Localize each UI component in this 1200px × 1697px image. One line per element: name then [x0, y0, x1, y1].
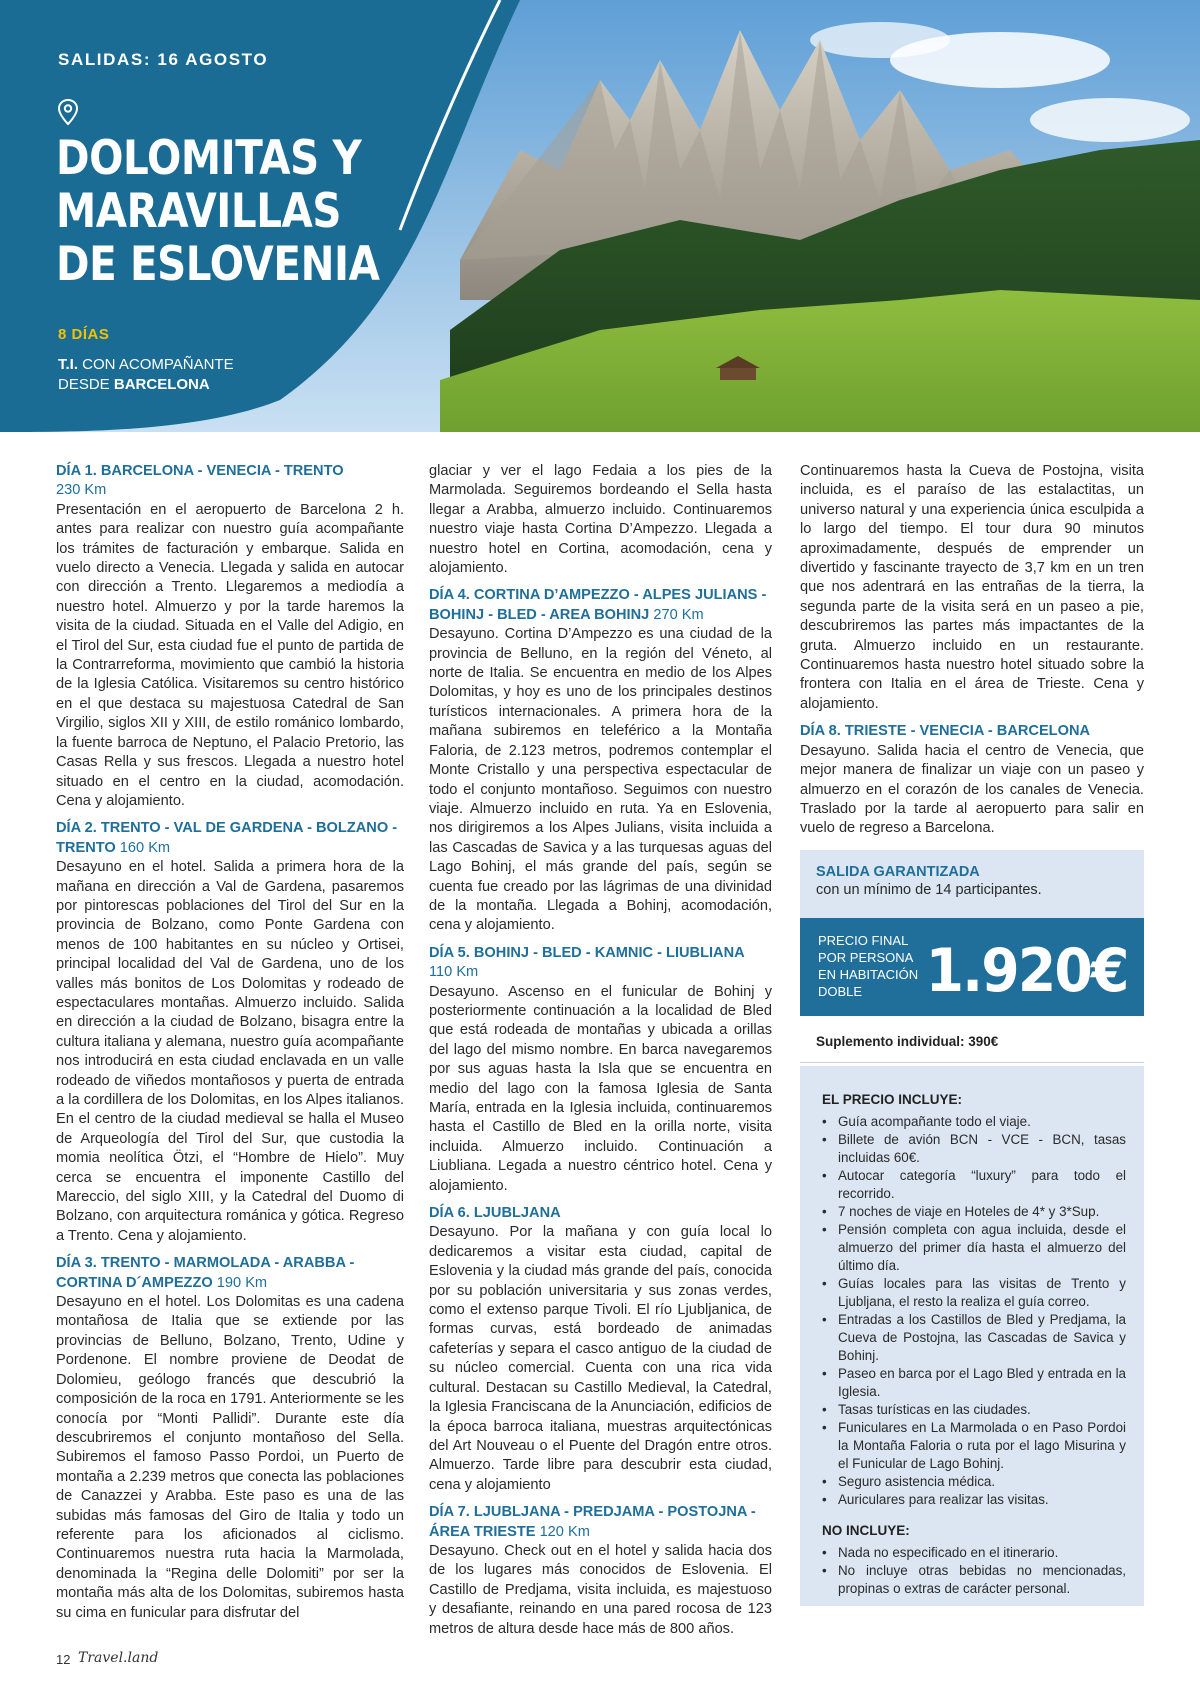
brand-logo: Travel.land	[78, 1650, 159, 1666]
title-line: MARAVILLAS	[56, 184, 342, 239]
price-label-line: POR PERSONA	[818, 950, 914, 965]
guaranteed-departure-box	[800, 850, 1144, 918]
list-item: • Nada no especificado en el itinerario.	[822, 1544, 1126, 1562]
price-label-line: DOBLE	[818, 984, 863, 999]
day-block-continued	[429, 462, 772, 578]
price-box	[800, 918, 1144, 1016]
list-item: • Guías locales para las visitas de Trento y Ljubljana, el resto la realiza el guía correo.	[822, 1275, 1126, 1311]
day-description: Desayuno. Salida hacia el centro de Venecia, que mejor manera de finalizar un viaje con un paseo y almuerzo en el corazón de los canales de Venecia. Traslado por la tarde al aeropuerto para salir en vuelo de regreso a Barcelona.	[800, 742, 1144, 837]
day-label: DÍA 2.	[56, 820, 97, 837]
price-label-line: EN HABITACIÓN	[818, 967, 919, 982]
list-item: • No incluye otras bebidas no mencionadas, propinas o extras de carácter personal.	[822, 1562, 1126, 1598]
day-block	[56, 462, 404, 811]
day-description: Desayuno. Por la mañana y con guía local lo dedicaremos a visitar esta ciudad, capital de Eslovenia y la ciudad más grande del país, conocida por su población universitaria y sus zonas verdes, como el extenso parque Tivoli. El río Ljubljanica, de formas curvas, está bordeado de animadas cafeterías y separa el casco antiguo de la ciudad de su núcleo comercial. Cuenta con una rica vida cultural. Destacan su Castillo Medieval, la Catedral, la Iglesia Franciscana de la Anunciación, edificios de la época barroca italiana, muestras arquitectónicas del Art Nouveau o el Puente del Dragón entre otros. Almuerzo. Tarde libre para descubrir esta ciudad, cena y alojamiento	[429, 1224, 772, 1493]
day-block	[800, 722, 1144, 838]
day-heading	[429, 944, 772, 963]
hero-banner	[0, 0, 1200, 432]
day-heading	[56, 462, 404, 481]
day-block-continued	[800, 462, 1144, 714]
day-label: DÍA 5.	[429, 944, 470, 961]
guarantee-title: SALIDA GARANTIZADA	[816, 864, 980, 880]
day-route: TRENTO - MARMOLADA - ARABBA - CORTINA D´AMPEZZO	[56, 1255, 355, 1291]
list-item: • Entradas a los Castillos de Bled y Predjama, la Cueva de Postojna, las Cascadas de Savica y Bohinj.	[822, 1311, 1126, 1365]
not-included-title: NO INCLUYE:	[822, 1523, 910, 1538]
day-description: Desayuno. Check out en el hotel y salida hacia dos de los lugares más conocidos de Eslovenia. El Castillo de Predjama, visita incluida, es majestuoso y desafiante, reinando en una pared rocosa de 123 metros de altura desde hace más de 800 años.	[429, 1542, 772, 1637]
day-description: Desayuno en el hotel. Los Dolomitas es una cadena montañosa de Italia que se extiende por las provincias de Belluno, Bolzano, Trento, Udine y Pordenone. El nombre proviene de Deodat de Dolomieu, geólogo francés que descubrió la composición de la roca en 1791. Anteriormente se les conocía por “Monti Pallidi”. Durante este día descubriremos el conjunto montañoso del Sella. Subiremos el famoso Passo Pordoi, un Puerto de montaña a 2.239 metros que conecta las poblaciones de Canazzei y Arabba. Este paso es una de las subidas más famosas del Giro de Italia y todo un referente para los aficionados al ciclismo. Continuaremos nuestra ruta hacia la Marmolada, denominada la “Regina delle Dolomiti” por ser la montaña más alta de los Dolomitas, subiremos hasta su cima en funicular para disfrutar del	[56, 1294, 404, 1621]
day-heading	[56, 1254, 404, 1293]
from-prefix: DESDE	[58, 376, 114, 393]
page-number: 12	[56, 1652, 71, 1667]
day-route: LJUBLJANA - PREDJAMA - POSTOJNA - ÁREA TRIESTE	[429, 1504, 756, 1540]
day-description: Desayuno. Cortina D’Ampezzo es una ciudad de la provincia de Belluno, en la región del Véneto, al norte de Italia. Se encuentra en medio de los Alpes Dolomitas, y hoy es uno de los principales destinos turísticos internacionales. A primera hora de la mañana subiremos en teleférico a la Montaña Faloria, de 2.123 metros, podremos contemplar el Monte Cristallo y una perspectiva espectacular de todo el conjunto montañoso. Seguimos con nuestro viaje. Almuerzo incluido en ruta. Ya en Eslovenia, nos dirigiremos a los Alpes Julians, visita incluida a las Cascadas de Savica y a las turquesas aguas del Lago Bohinj, el más grande del país, según se cuenta fue creado por las lágrimas de una divinidad de la montaña. Llegada a Bohinj, acomodación, cena y alojamiento.	[429, 626, 772, 934]
divider	[800, 1062, 1144, 1063]
day-heading	[800, 722, 1144, 741]
from-city: BARCELONA	[113, 376, 210, 393]
day-heading	[429, 1204, 772, 1223]
day-label: DÍA 7.	[429, 1504, 470, 1521]
day-label: DÍA 3.	[56, 1255, 97, 1272]
day-description: Desayuno. Ascenso en el funicular de Bohinj y posteriormente continuación a la localidad de Bled que está rodeada de montañas y ubicada a orillas del lago del mismo nombre. En barca navegaremos por sus aguas hasta la Isla que se encuentra en medio del lago con la famosa Iglesia de Santa María, entrada en la Iglesia incluida, continuaremos hasta el Castillo de Bled en la orilla norte, visita incluida. Almuerzo incluido. Continuación a Liubliana. Legada a nuestro céntrico hotel. Cena y alojamiento.	[429, 983, 772, 1194]
day-distance: 110 Km	[429, 964, 479, 981]
day-route: BOHINJ - BLED - KAMNIC - LIUBLIANA	[473, 944, 745, 961]
day-label: DÍA 4.	[429, 587, 470, 604]
list-item: • Paseo en barca por el Lago Bled y entrada en la Iglesia.	[822, 1365, 1126, 1401]
day-route: CORTINA D’AMPEZZO - ALPES JULIANS - BOHINJ - BLED - AREA BOHINJ	[429, 587, 767, 623]
day-label: DÍA 8.	[800, 723, 841, 740]
location-pin-icon	[56, 98, 80, 126]
day-block	[429, 1503, 772, 1639]
list-item: • Auriculares para realizar las visitas.	[822, 1491, 1126, 1509]
price-value: 1.920€	[926, 936, 1128, 1006]
price-label-line: PRECIO FINAL	[818, 933, 909, 948]
title-line: DE ESLOVENIA	[56, 237, 380, 292]
includes-list	[822, 1113, 1126, 1509]
departure-date: SALIDAS: 16 AGOSTO	[58, 50, 269, 69]
list-item: • Seguro asistencia médica.	[822, 1473, 1126, 1491]
not-included-list	[822, 1544, 1126, 1598]
itinerary-column-2	[429, 462, 772, 1639]
list-item: • Autocar categoría “luxury” para todo el recorrido.	[822, 1167, 1126, 1203]
list-item: • Guía acompañante todo el viaje.	[822, 1113, 1126, 1131]
day-description: Presentación en el aeropuerto de Barcelona 2 h. antes para realizar con nuestro guía acompañante los trámites de facturación y embarque. Salida en vuelo directo a Venecia. Llegada y salida en autocar con dirección a Trento. Llegaremos a mediodía a nuestro hotel. Almuerzo y por la tarde haremos la visita de la ciudad. Situada en el Valle del Adigio, en el Tirol del Sur, esta ciudad fue el punto de partida de la Contrarreforma, movimiento que cambió la historia de la Iglesia Católica. Visitaremos su centro histórico en el que destaca su majestuosa Catedral de San Virgilio, siglos XII y XIII, de estilo románico lombardo, la fuente barroca de Neptuno, el Palacio Pretorio, las Casas Rella y sus frescos. Llegada a nuestro hotel situado en el centro en la ciudad, acomodación. Cena y alojamiento.	[56, 501, 404, 809]
day-block	[429, 586, 772, 935]
single-supplement: Suplemento individual: 390€	[816, 1034, 999, 1049]
day-block	[429, 944, 772, 1196]
day-label: DÍA 6.	[429, 1205, 470, 1222]
day-heading	[429, 586, 772, 625]
day-block	[56, 1254, 404, 1623]
price-includes-box	[800, 1066, 1144, 1606]
list-item: • Funiculares en La Marmolada o en Paso Pordoi la Montaña Faloria o ruta por el lago Misurina y el Funicular de Lago Bohinj.	[822, 1419, 1126, 1473]
day-route: TRIESTE - VENECIA - BARCELONA	[844, 723, 1091, 740]
day-distance: 120 Km	[539, 1523, 590, 1540]
day-description: Desayuno en el hotel. Salida a primera hora de la mañana en dirección a Val de Gardena, pasaremos por pintorescas poblaciones del Tirol del Sur en la provincia de Bolzano, como Ponte Gardena con menos de 100 habitantes en su núcleo y Ortisei, principal localidad del Val de Gardena, uno de los valles más bonitos de Los Dolomitas y rodeado de espectaculares montañas. Almuerzo incluido. Salida en dirección a la ciudad de Bolzano, bisagra entre la cultura italiana y alemana, nuestro guía acompañante nos introducirá en esta ciudad enclavada en un valle rodeado de viñedos montañosos y puerta de entrada a la cordillera de los Dolomitas, en los Alpes italianos. En el centro de la ciudad medieval se halla el Museo de Arqueología del Tirol del Sur, que custodia la momia neolítica Ötzi, el “Hombre de Hielo”. Muy cerca se encuentra el imponente Castillo del Mareccio, del siglo XIII, y la Catedral del Duomo di Bolzano, con arquitectura románica y gótica. Regreso a Trento. Cena y alojamiento.	[56, 859, 404, 1244]
includes-title: EL PRECIO INCLUYE:	[822, 1092, 963, 1107]
day-distance: 190 Km	[216, 1274, 268, 1291]
list-item: • 7 noches de viaje en Hoteles de 4* y 3*Sup.	[822, 1203, 1126, 1221]
title-line: DOLOMITAS Y	[56, 131, 362, 186]
tour-type	[58, 355, 234, 395]
list-item: • Tasas turísticas en las ciudades.	[822, 1401, 1126, 1419]
page-title	[56, 131, 380, 292]
day-distance: 160 Km	[119, 839, 171, 856]
day-route: LJUBLJANA	[473, 1205, 561, 1222]
day-route: BARCELONA - VENECIA - TRENTO	[100, 463, 344, 479]
day-heading	[429, 1503, 772, 1542]
list-item: • Billete de avión BCN - VCE - BCN, tasas incluidas 60€.	[822, 1131, 1126, 1167]
day-description: Continuaremos hasta la Cueva de Postojna, visita incluida, es el paraíso de las estalactitas, un universo natural y una experiencia única esculpida a lo largo del tiempo. El tour dura 90 minutos aproximadamente, después de emprender un divertido y fascinante trayecto de 3,7 km en un tren que nos adentrará en las entrañas de la tierra, la segunda parte de la visita será en un paseo a pie, descubriremos las partes más impactantes de la gruta. Almuerzo incluido en un restaurante. Continuaremos hasta nuestro hotel situado sobre la frontera con Italia en el área de Trieste. Cena y alojamiento.	[800, 463, 1144, 712]
itinerary-column-3	[800, 462, 1144, 839]
guarantee-text: con un mínimo de 14 participantes.	[816, 882, 1042, 898]
day-label: DÍA 1.	[56, 463, 97, 479]
tour-mid: CON ACOMPAÑANTE	[78, 356, 234, 373]
tour-prefix: T.I.	[58, 356, 79, 373]
day-heading	[56, 819, 404, 858]
day-block	[429, 1204, 772, 1495]
trip-duration: 8 DÍAS	[58, 326, 110, 343]
itinerary-column-1	[56, 462, 404, 1623]
day-description: glaciar y ver el lago Fedaia a los pies de la Marmolada. Seguiremos bordeando el Sella hasta llegar a Arabba, almuerzo incluido. Continuaremos nuestro viaje hasta Cortina D’Ampezzo. Llegada a nuestro hotel en Cortina, acomodación, cena y alojamiento.	[429, 463, 772, 577]
day-distance: 270 Km	[653, 606, 704, 623]
day-distance: 230 Km	[56, 482, 107, 499]
day-block	[56, 819, 404, 1246]
day-route: TRENTO - VAL DE GARDENA - BOLZANO - TRENTO	[56, 820, 398, 856]
list-item: • Pensión completa con agua incluida, desde el almuerzo del primer día hasta el almuerzo del último día.	[822, 1221, 1126, 1275]
